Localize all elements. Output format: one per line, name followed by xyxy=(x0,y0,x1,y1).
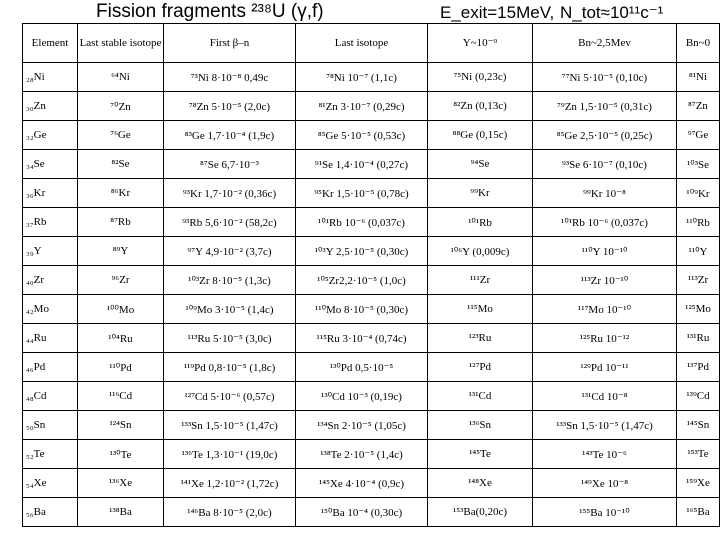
cell-bn-0: ¹⁵³Te xyxy=(677,440,720,469)
cell-bn-2-5: ¹⁴⁹Xe 10⁻⁸ xyxy=(533,469,677,498)
header-bn-0: Bn~0 xyxy=(677,24,720,63)
cell-bn-2-5: ⁸⁵Ge 2,5·10⁻⁵ (0,25c) xyxy=(533,121,677,150)
table-header-row xyxy=(23,24,720,63)
cell-last-isotope: ¹⁰⁵Zr2,2·10⁻⁵ (1,0c) xyxy=(296,266,428,295)
cell-bn-2-5: ¹¹⁰Y 10⁻¹⁰ xyxy=(533,237,677,266)
cell-first-beta-n: ¹⁴⁶Ba 8·10⁻⁵ (2,0c) xyxy=(164,498,296,527)
cell-last-isotope: ⁸⁵Ge 5·10⁻⁵ (0,53c) xyxy=(296,121,428,150)
cell-bn-0: ¹¹⁰Y xyxy=(677,237,720,266)
cell-element: ₃₉Y xyxy=(23,237,78,266)
cell-first-beta-n: ¹³³Sn 1,5·10⁻⁵ (1,47c) xyxy=(164,411,296,440)
cell-bn-2-5: ⁹⁹Kr 10⁻⁸ xyxy=(533,179,677,208)
table-row xyxy=(23,150,720,179)
cell-last-stable: ⁹⁶Zr xyxy=(78,266,164,295)
cell-element: ₄₆Pd xyxy=(23,353,78,382)
cell-bn-2-5: ¹⁰¹Rb 10⁻⁶ (0,037c) xyxy=(533,208,677,237)
table-row xyxy=(23,353,720,382)
cell-last-isotope: ⁹⁵Kr 1,5·10⁻⁵ (0,78c) xyxy=(296,179,428,208)
cell-last-stable: ⁷⁶Ge xyxy=(78,121,164,150)
cell-first-beta-n: ⁸³Ge 1,7·10⁻⁴ (1,9c) xyxy=(164,121,296,150)
cell-first-beta-n: ¹⁴¹Xe 1,2·10⁻² (1,72c) xyxy=(164,469,296,498)
cell-last-isotope: ¹¹⁵Ru 3·10⁻⁴ (0,74c) xyxy=(296,324,428,353)
cell-bn-2-5: ¹¹⁷Mo 10⁻¹⁰ xyxy=(533,295,677,324)
cell-yield: ¹⁴⁵Te xyxy=(428,440,533,469)
cell-last-stable: ⁶⁴Ni xyxy=(78,63,164,92)
cell-bn-0: ¹¹³Zr xyxy=(677,266,720,295)
cell-last-isotope: ⁸¹Zn 3·10⁻⁷ (0,29c) xyxy=(296,92,428,121)
cell-element: ₄₀Zr xyxy=(23,266,78,295)
header-yield: Y~10⁻⁹ xyxy=(428,24,533,63)
fission-fragments-table xyxy=(22,23,720,527)
table-row xyxy=(23,469,720,498)
cell-last-stable: ⁸⁶Kr xyxy=(78,179,164,208)
cell-bn-2-5: ¹⁴³Te 10⁻⁶ xyxy=(533,440,677,469)
table-row xyxy=(23,324,720,353)
cell-bn-0: ⁸¹Ni xyxy=(677,63,720,92)
cell-last-isotope: ¹³⁴Sn 2·10⁻⁵ (1,05c) xyxy=(296,411,428,440)
cell-bn-0: ⁸⁷Zn xyxy=(677,92,720,121)
table-row xyxy=(23,208,720,237)
cell-element: ₅₀Sn xyxy=(23,411,78,440)
cell-first-beta-n: ⁷³Ni 8·10⁻⁸ 0,49c xyxy=(164,63,296,92)
cell-yield: ¹¹¹Zr xyxy=(428,266,533,295)
cell-first-beta-n: ¹²⁷Cd 5·10⁻⁶ (0,57c) xyxy=(164,382,296,411)
table-row xyxy=(23,237,720,266)
cell-last-stable: ¹⁰⁰Mo xyxy=(78,295,164,324)
cell-element: ₃₄Se xyxy=(23,150,78,179)
cell-yield: ¹²³Ru xyxy=(428,324,533,353)
slide-title xyxy=(0,0,720,24)
cell-last-stable: ⁷⁰Zn xyxy=(78,92,164,121)
cell-yield: ¹¹⁵Mo xyxy=(428,295,533,324)
cell-last-stable: ⁸⁹Y xyxy=(78,237,164,266)
header-first-beta-n: First β–n xyxy=(164,24,296,63)
cell-last-isotope: ¹³⁰Pd 0,5·10⁻⁵ xyxy=(296,353,428,382)
cell-bn-0: ⁹⁷Ge xyxy=(677,121,720,150)
cell-yield: ⁹⁹Kr xyxy=(428,179,533,208)
cell-first-beta-n: ¹⁰³Zr 8·10⁻⁵ (1,3c) xyxy=(164,266,296,295)
cell-bn-0: ¹⁰³Se xyxy=(677,150,720,179)
cell-bn-2-5: ⁷⁹Zn 1,5·10⁻⁵ (0,31c) xyxy=(533,92,677,121)
cell-yield: ⁹⁴Se xyxy=(428,150,533,179)
cell-element: ₂₈Ni xyxy=(23,63,78,92)
table-row xyxy=(23,266,720,295)
header-last-stable: Last stable isotope xyxy=(78,24,164,63)
cell-element: ₃₆Kr xyxy=(23,179,78,208)
cell-first-beta-n: ⁹⁷Y 4,9·10⁻² (3,7c) xyxy=(164,237,296,266)
cell-last-isotope: ¹⁰³Y 2,5·10⁻⁵ (0,30c) xyxy=(296,237,428,266)
title-energy: E_exit=15MeV, xyxy=(440,3,555,22)
cell-last-stable: ¹³⁰Te xyxy=(78,440,164,469)
cell-bn-0: ¹²⁵Mo xyxy=(677,295,720,324)
table-row xyxy=(23,121,720,150)
cell-element: ₅₂Te xyxy=(23,440,78,469)
cell-bn-2-5: ⁹³Se 6·10⁻⁷ (0,10c) xyxy=(533,150,677,179)
cell-bn-0: ¹¹⁰Rb xyxy=(677,208,720,237)
cell-yield: ¹⁰⁶Y (0,009c) xyxy=(428,237,533,266)
cell-element: ₅₆Ba xyxy=(23,498,78,527)
cell-bn-2-5: ¹⁵⁵Ba 10⁻¹⁰ xyxy=(533,498,677,527)
title-ntot: N_tot≈10¹¹c⁻¹ xyxy=(560,3,664,22)
cell-element: ₄₈Cd xyxy=(23,382,78,411)
cell-last-isotope: ⁷⁸Ni 10⁻⁷ (1,1c) xyxy=(296,63,428,92)
cell-element: ₃₂Ge xyxy=(23,121,78,150)
table-row xyxy=(23,63,720,92)
cell-bn-0: ¹³⁹Cd xyxy=(677,382,720,411)
cell-last-stable: ¹⁰⁴Ru xyxy=(78,324,164,353)
cell-yield: ¹³⁶Sn xyxy=(428,411,533,440)
cell-bn-2-5: ¹¹³Zr 10⁻¹⁰ xyxy=(533,266,677,295)
cell-element: ₃₀Zn xyxy=(23,92,78,121)
cell-first-beta-n: ¹³⁶Te 1,3·10⁻¹ (19,0c) xyxy=(164,440,296,469)
cell-last-stable: ⁸⁷Rb xyxy=(78,208,164,237)
cell-yield: ⁸⁸Ge (0,15c) xyxy=(428,121,533,150)
cell-yield: ⁷⁵Ni (0,23c) xyxy=(428,63,533,92)
table-row xyxy=(23,295,720,324)
cell-yield: ¹²⁷Pd xyxy=(428,353,533,382)
cell-last-stable: ⁸²Se xyxy=(78,150,164,179)
table-row xyxy=(23,498,720,527)
cell-first-beta-n: ¹¹⁹Pd 0,8·10⁻⁵ (1,8c) xyxy=(164,353,296,382)
title-main: Fission fragments ²³⁸U (γ,f) xyxy=(96,1,324,22)
cell-bn-0: ¹³⁷Pd xyxy=(677,353,720,382)
cell-yield: ⁸²Zn (0,13c) xyxy=(428,92,533,121)
cell-last-isotope: ¹¹⁰Mo 8·10⁻⁵ (0,30c) xyxy=(296,295,428,324)
cell-bn-2-5: ⁷⁷Ni 5·10⁻⁵ (0,10c) xyxy=(533,63,677,92)
header-last-isotope: Last isotope xyxy=(296,24,428,63)
table-row xyxy=(23,92,720,121)
cell-bn-2-5: ¹³¹Cd 10⁻⁸ xyxy=(533,382,677,411)
cell-last-isotope: ¹⁵⁰Ba 10⁻⁴ (0,30c) xyxy=(296,498,428,527)
cell-element: ₃₇Rb xyxy=(23,208,78,237)
header-bn-2-5: Bn~2,5Mev xyxy=(533,24,677,63)
cell-bn-2-5: ¹²⁵Ru 10⁻¹² xyxy=(533,324,677,353)
cell-last-isotope: ¹⁴⁵Xe 4·10⁻⁴ (0,9c) xyxy=(296,469,428,498)
table-row xyxy=(23,382,720,411)
cell-bn-0: ¹⁰⁹Kr xyxy=(677,179,720,208)
cell-element: ₄₂Mo xyxy=(23,295,78,324)
cell-first-beta-n: ⁷⁸Zn 5·10⁻⁵ (2,0c) xyxy=(164,92,296,121)
cell-last-stable: ¹³⁶Xe xyxy=(78,469,164,498)
cell-last-isotope: ¹³⁰Cd 10⁻³ (0,19c) xyxy=(296,382,428,411)
table-row xyxy=(23,179,720,208)
cell-element: ₅₄Xe xyxy=(23,469,78,498)
cell-first-beta-n: ⁸⁷Se 6,7·10⁻³ xyxy=(164,150,296,179)
cell-bn-0: ¹⁵⁹Xe xyxy=(677,469,720,498)
cell-last-stable: ¹²⁴Sn xyxy=(78,411,164,440)
cell-yield: ¹³¹Cd xyxy=(428,382,533,411)
table-row xyxy=(23,411,720,440)
cell-element: ₄₄Ru xyxy=(23,324,78,353)
cell-first-beta-n: ⁹³Kr 1,7·10⁻² (0,36c) xyxy=(164,179,296,208)
cell-bn-0: ¹⁶⁵Ba xyxy=(677,498,720,527)
cell-first-beta-n: ¹¹³Ru 5·10⁻⁵ (3,0c) xyxy=(164,324,296,353)
cell-last-stable: ¹¹⁰Pd xyxy=(78,353,164,382)
header-element: Element xyxy=(23,24,78,63)
cell-yield: ¹⁵³Ba(0,20c) xyxy=(428,498,533,527)
cell-bn-0: ¹⁴⁵Sn xyxy=(677,411,720,440)
cell-last-isotope: ⁹¹Se 1,4·10⁻⁴ (0,27c) xyxy=(296,150,428,179)
cell-last-stable: ¹³⁸Ba xyxy=(78,498,164,527)
cell-last-isotope: ¹³⁸Te 2·10⁻⁵ (1,4c) xyxy=(296,440,428,469)
cell-bn-0: ¹³¹Ru xyxy=(677,324,720,353)
cell-last-isotope: ¹⁰¹Rb 10⁻⁶ (0,037c) xyxy=(296,208,428,237)
cell-yield: ¹⁰¹Rb xyxy=(428,208,533,237)
cell-yield: ¹⁴⁸Xe xyxy=(428,469,533,498)
table-row xyxy=(23,440,720,469)
cell-bn-2-5: ¹³³Sn 1,5·10⁻⁵ (1,47c) xyxy=(533,411,677,440)
cell-first-beta-n: ⁹³Rb 5,6·10⁻² (58,2c) xyxy=(164,208,296,237)
cell-bn-2-5: ¹²⁹Pd 10⁻¹¹ xyxy=(533,353,677,382)
cell-last-stable: ¹¹⁶Cd xyxy=(78,382,164,411)
cell-first-beta-n: ¹⁰⁹Mo 3·10⁻⁵ (1,4c) xyxy=(164,295,296,324)
